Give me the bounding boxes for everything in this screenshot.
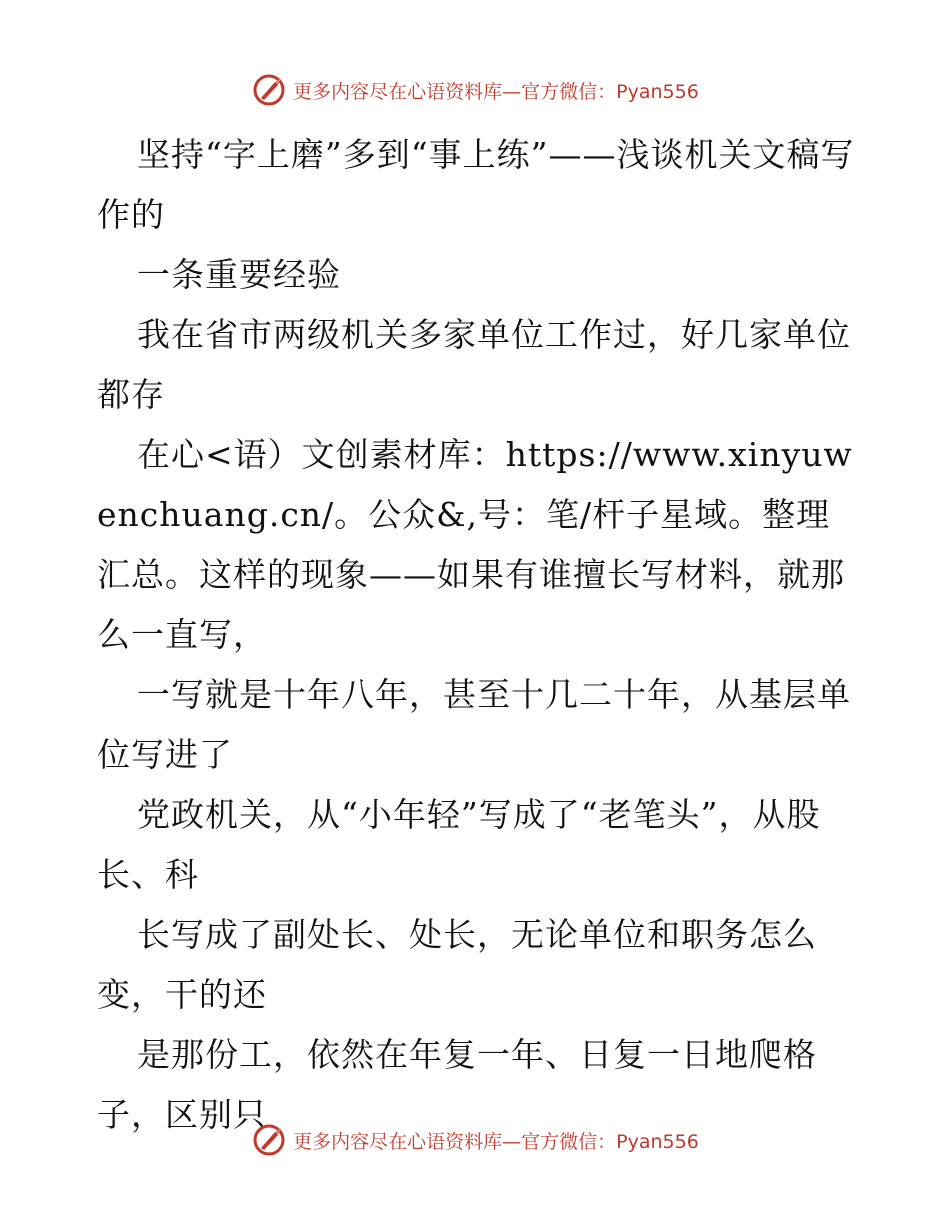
header-watermark-text: 更多内容尽在心语资料库—官方微信：Pyan556 (293, 80, 699, 103)
document-body (97, 125, 857, 1145)
quill-logo-icon (251, 72, 287, 108)
paragraph: 一写就是十年八年，甚至十几二十年，从基层单位写进了 (97, 675, 851, 774)
footer-watermark (0, 1120, 950, 1160)
footer-watermark-text: 更多内容尽在心语资料库—官方微信：Pyan556 (293, 1130, 699, 1153)
paragraph-subtitle: 一条重要经验 (137, 255, 341, 294)
quill-logo-icon (251, 1122, 287, 1158)
paragraph: 党政机关，从“小年轻”写成了“老笔头”，从股长、科 (97, 795, 821, 894)
paragraph: 是那份工，依然在年复一年、日复一日地爬格子，区别只 (97, 1035, 817, 1134)
paragraph-title: 坚持“字上磨”多到“事上练”——浅谈机关文稿写作的 (97, 135, 855, 234)
paragraph: 在心<语）文创素材库：https://www.xinyuwenchuang.cn/。公众&,号：笔/杆子星域。整理汇总。这样的现象——如果有谁擅长写材料，就那么一直写， (97, 435, 853, 654)
paragraph: 我在省市两级机关多家单位工作过，好几家单位都存 (97, 315, 851, 414)
header-watermark (0, 70, 950, 110)
paragraph: 长写成了副处长、处长，无论单位和职务怎么变，干的还 (97, 915, 817, 1014)
